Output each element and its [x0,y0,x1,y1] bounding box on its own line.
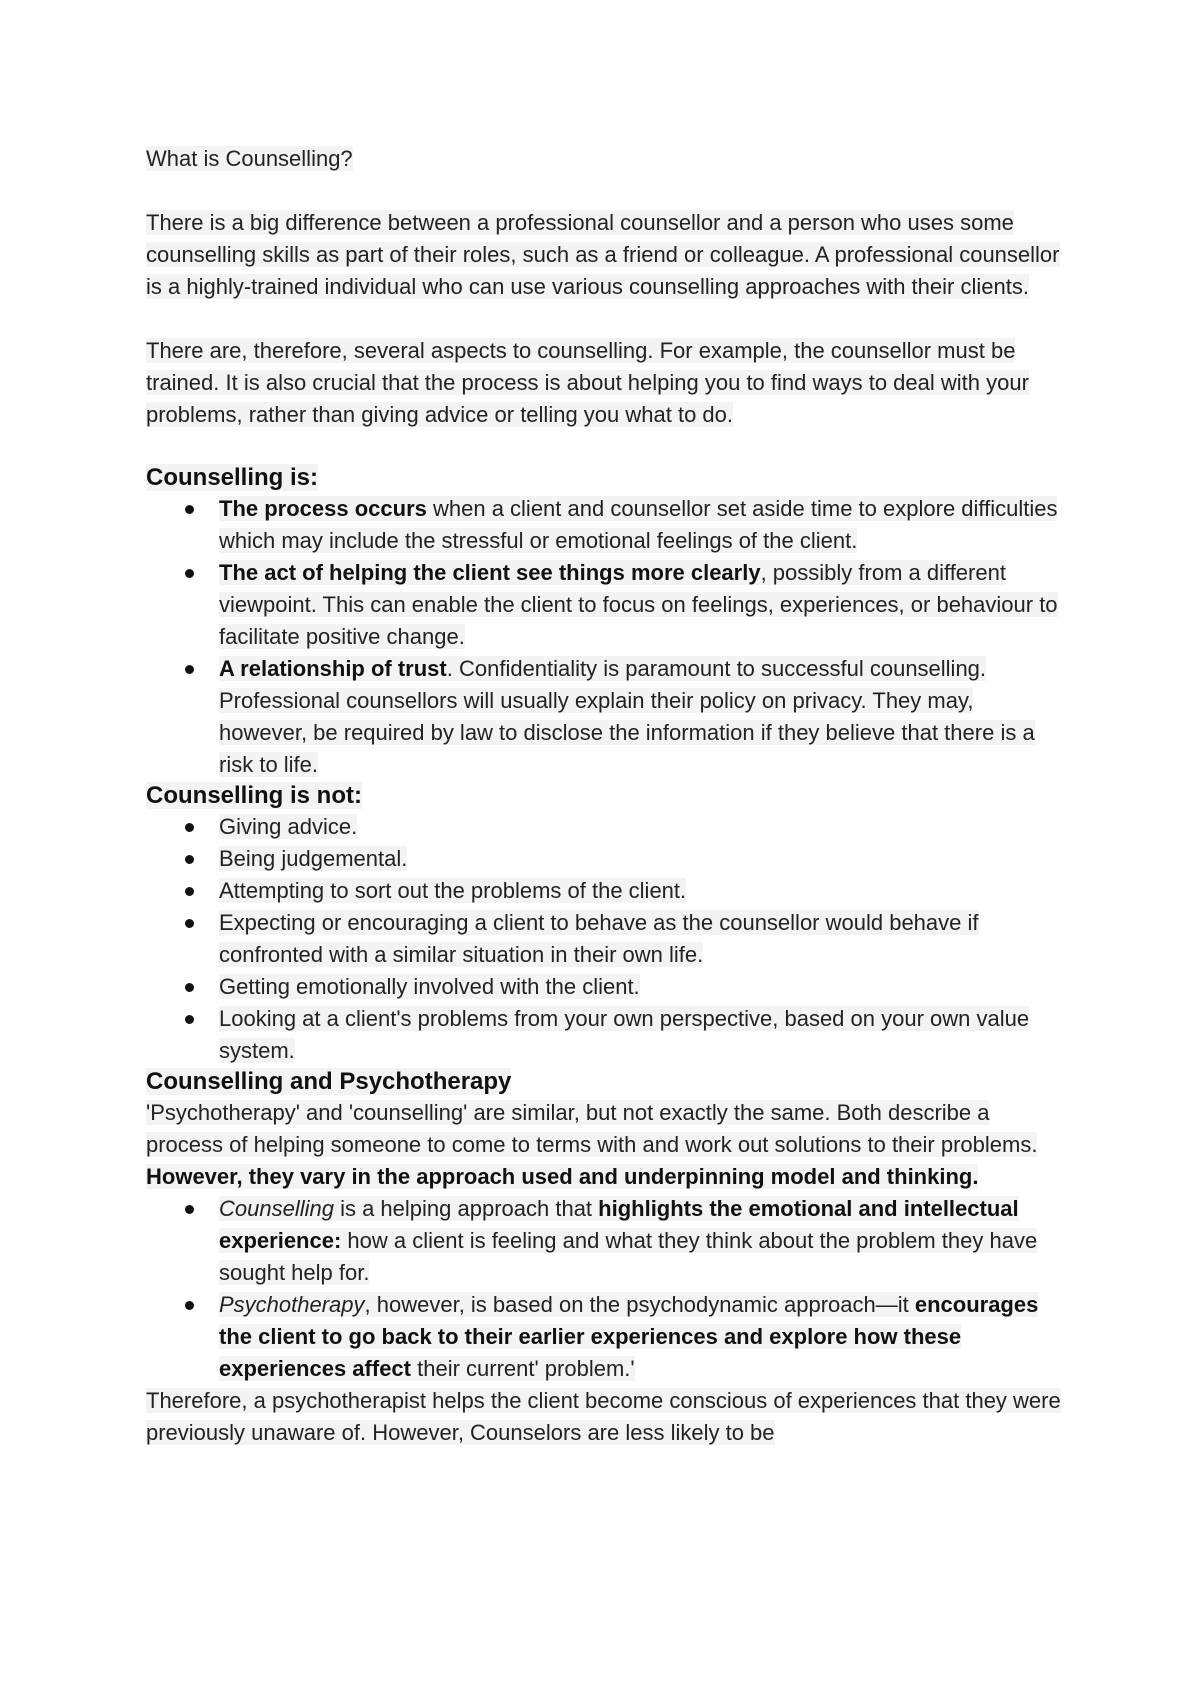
list-item: The act of helping the client see things more clearly, possibly from a different viewpoint. This can enable the client to focus on feelings, experiences, or behaviour to facilitate positive change. [146,557,1061,653]
list-item: Giving advice. [146,811,1061,843]
approach-bold-line: However, they vary in the approach used and underpinning model and thinking. [146,1164,979,1189]
approach-list [146,1193,1061,1385]
list-item: Attempting to sort out the problems of the client. [146,875,1061,907]
psychotherapy-intro: 'Psychotherapy' and 'counselling' are similar, but not exactly the same. Both describe a process of helping someone to come to terms with and work out solutions to their problems. [146,1100,1038,1157]
counselling-is-heading: Counselling is: [146,464,319,491]
list-item: The process occurs when a client and counsellor set aside time to explore difficulties which may include the stressful or emotional feelings of the client. [146,493,1061,557]
list-item: Looking at a client's problems from your own perspective, based on your own value system. [146,1003,1061,1067]
list-item: Psychotherapy, however, is based on the psychodynamic approach—it encourages the client to go back to their earlier experiences and explore how these experiences affect their current' problem.' [146,1289,1061,1385]
list-item: A relationship of trust. Confidentiality is paramount to successful counselling. Professional counsellors will usually explain their policy on privacy. They may, however, be required by law to disclose the information if they believe that there is a risk to life. [146,653,1061,781]
counselling-is-not-list [146,811,1061,1067]
list-item: Counselling is a helping approach that highlights the emotional and intellectual experience: how a client is feeling and what they think about the problem they have sought help for. [146,1193,1061,1289]
list-item: Being judgemental. [146,843,1061,875]
aspects-paragraph: There are, therefore, several aspects to counselling. For example, the counsellor must be trained. It is also crucial that the process is about helping you to find ways to deal with your problems, rather than giving advice or telling you what to do. [146,338,1029,427]
document-title: What is Counselling? [146,146,353,171]
closing-paragraph: Therefore, a psychotherapist helps the client become conscious of experiences that they were previously unaware of. However, Counselors are less likely to be [146,1388,1061,1445]
counselling-is-list [146,493,1061,781]
intro-paragraph: There is a big difference between a professional counsellor and a person who uses some counselling skills as part of their roles, such as a friend or colleague. A professional counsellor is a highly-trained individual who can use various counselling approaches with their clients. [146,210,1060,299]
list-item: Expecting or encouraging a client to behave as the counsellor would behave if confronted with a similar situation in their own life. [146,907,1061,971]
counselling-is-not-heading: Counselling is not: [146,782,362,809]
list-item: Getting emotionally involved with the client. [146,971,1061,1003]
counselling-psychotherapy-heading: Counselling and Psychotherapy [146,1068,512,1095]
document-body [146,143,1061,1449]
